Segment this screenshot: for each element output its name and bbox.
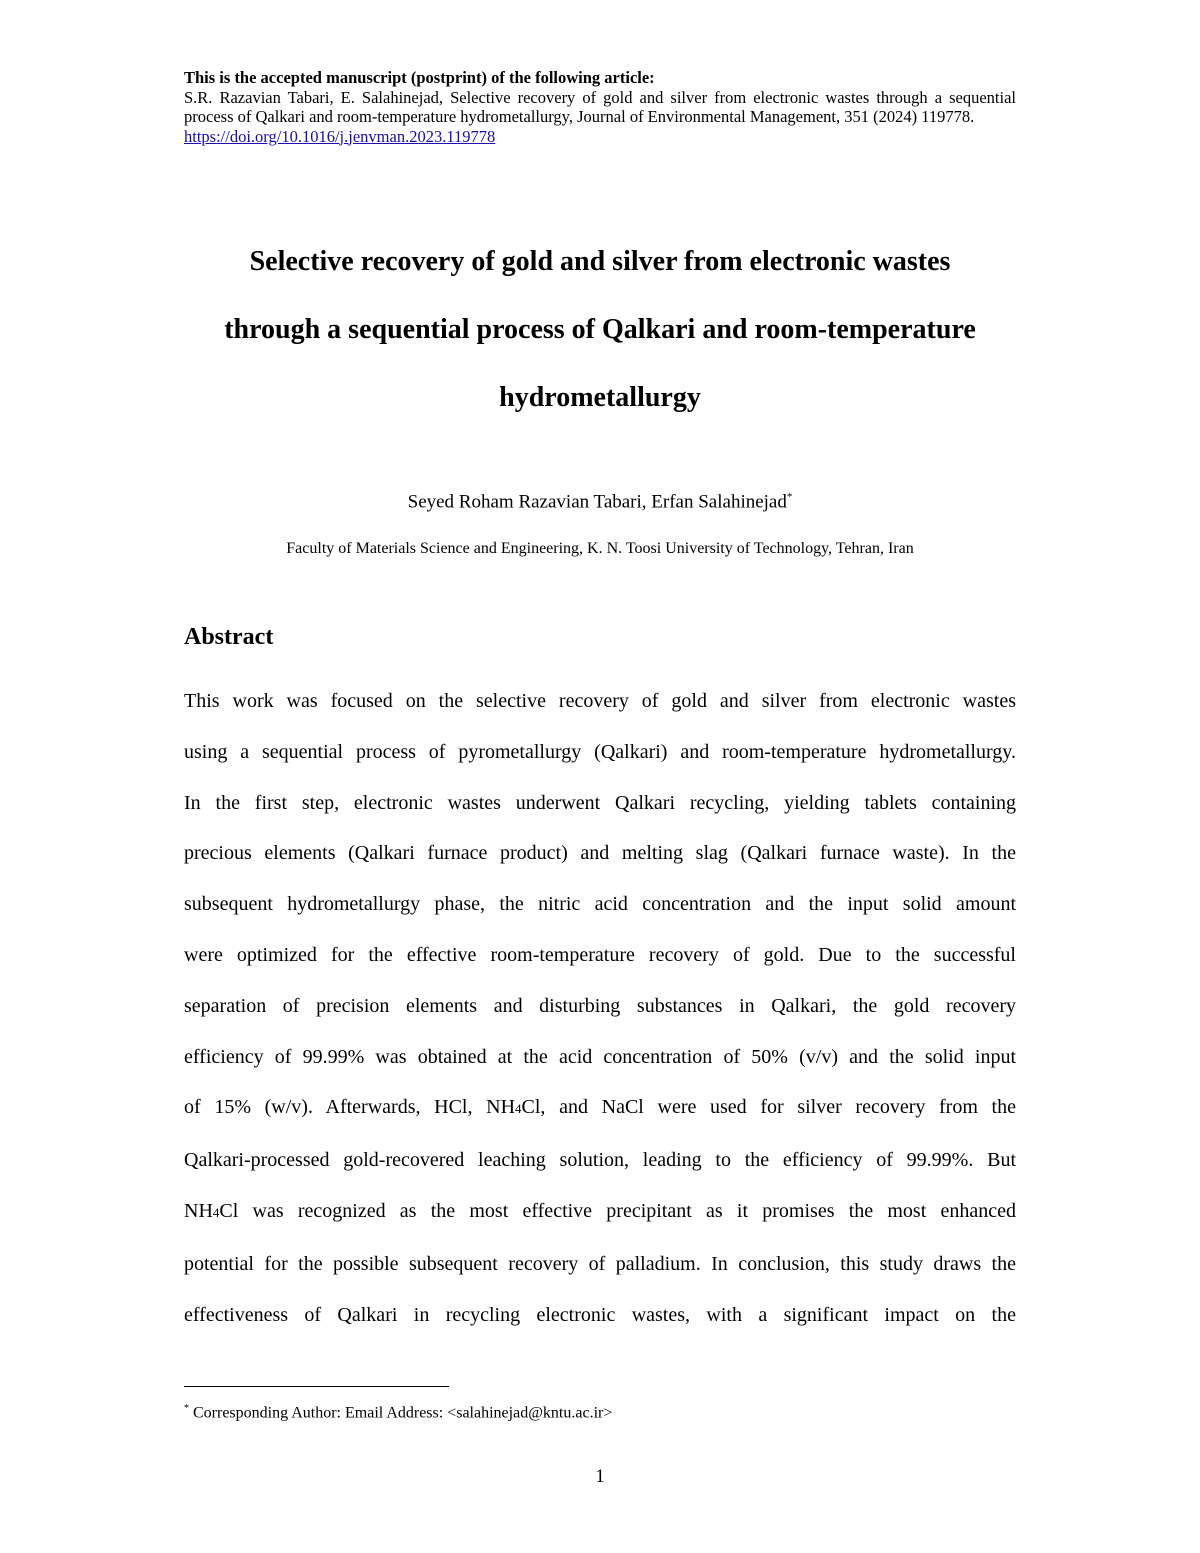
abstract-line-tail: Cl was recognized as the most effective precipitant as it promises the most enhanced	[219, 1199, 1016, 1222]
abstract-line: Qalkari-processed gold-recovered leaching solution, leading to the efficiency of 99.99%. But	[184, 1149, 1016, 1172]
abstract-line-with-formula	[184, 1186, 1016, 1239]
abstract-line: efficiency of 99.99% was obtained at the acid concentration of 50% (v/v) and the solid input	[184, 1045, 1016, 1068]
corresponding-author-mark: *	[786, 491, 793, 503]
abstract-line-with-formula	[184, 1082, 1016, 1135]
abstract-line-tail: Cl, and NaCl were used for silver recovery from the	[521, 1096, 1016, 1119]
abstract-body	[184, 676, 1016, 1340]
subscript-4: 4	[515, 1101, 522, 1117]
notice-citation: S.R. Razavian Tabari, E. Salahinejad, Selective recovery of gold and silver from electronic wastes through a sequential process of Qalkari and room-temperature hydrometallurgy, Journal of Environmental Management, 351 (2024) 119778.	[184, 87, 1016, 126]
footnote	[184, 1398, 1016, 1424]
abstract-line: precious elements (Qalkari furnace product) and melting slag (Qalkari furnace waste). In the	[184, 842, 1016, 865]
notice-heading: This is the accepted manuscript (postprint) of the following article:	[184, 68, 655, 87]
abstract-line: were optimized for the effective room-temperature recovery of gold. Due to the successful	[184, 943, 1016, 966]
abstract-line: using a sequential process of pyrometallurgy (Qalkari) and room-temperature hydrometallurgy.	[184, 740, 1016, 763]
paper-title	[150, 228, 1050, 432]
title-line-3: hydrometallurgy	[499, 382, 701, 413]
page-number: 1	[595, 1466, 605, 1487]
abstract-line: subsequent hydrometallurgy phase, the nitric acid concentration and the input solid amount	[184, 893, 1016, 916]
subscript-4: 4	[212, 1204, 220, 1220]
affiliation: Faculty of Materials Science and Engineering, K. N. Toosi University of Technology, Tehran, Iran	[286, 540, 914, 557]
abstract-line: separation of precision elements and disturbing substances in Qalkari, the gold recovery	[184, 994, 1016, 1017]
title-line-1: Selective recovery of gold and silver from electronic wastes	[249, 246, 951, 277]
abstract-line: This work was focused on the selective recovery of gold and silver from electronic wastes	[184, 690, 1016, 712]
manuscript-notice	[184, 68, 1016, 146]
footnote-divider	[184, 1386, 449, 1387]
abstract-line: In the first step, electronic wastes underwent Qalkari recycling, yielding tablets containing	[184, 791, 1016, 814]
footnote-text: Corresponding Author: Email Address: <salahinejad@kntu.ac.ir>	[193, 1404, 613, 1422]
abstract-heading: Abstract	[184, 624, 274, 650]
abstract-line: effectiveness of Qalkari in recycling electronic wastes, with a significant impact on the	[184, 1303, 1016, 1326]
abstract-line-head: NH	[184, 1199, 213, 1222]
footnote-mark: *	[184, 1403, 189, 1414]
author-names: Seyed Roham Razavian Tabari, Erfan Salahinejad	[407, 491, 787, 513]
doi-link[interactable]: https://doi.org/10.1016/j.jenvman.2023.119778	[184, 126, 496, 146]
abstract-line: potential for the possible subsequent recovery of palladium. In conclusion, this study draws the	[184, 1252, 1016, 1275]
abstract-line-head: of 15% (w/v). Afterwards, HCl, NH	[184, 1096, 516, 1119]
title-line-2: through a sequential process of Qalkari and room-temperature	[224, 314, 976, 345]
author-list	[184, 484, 1016, 515]
